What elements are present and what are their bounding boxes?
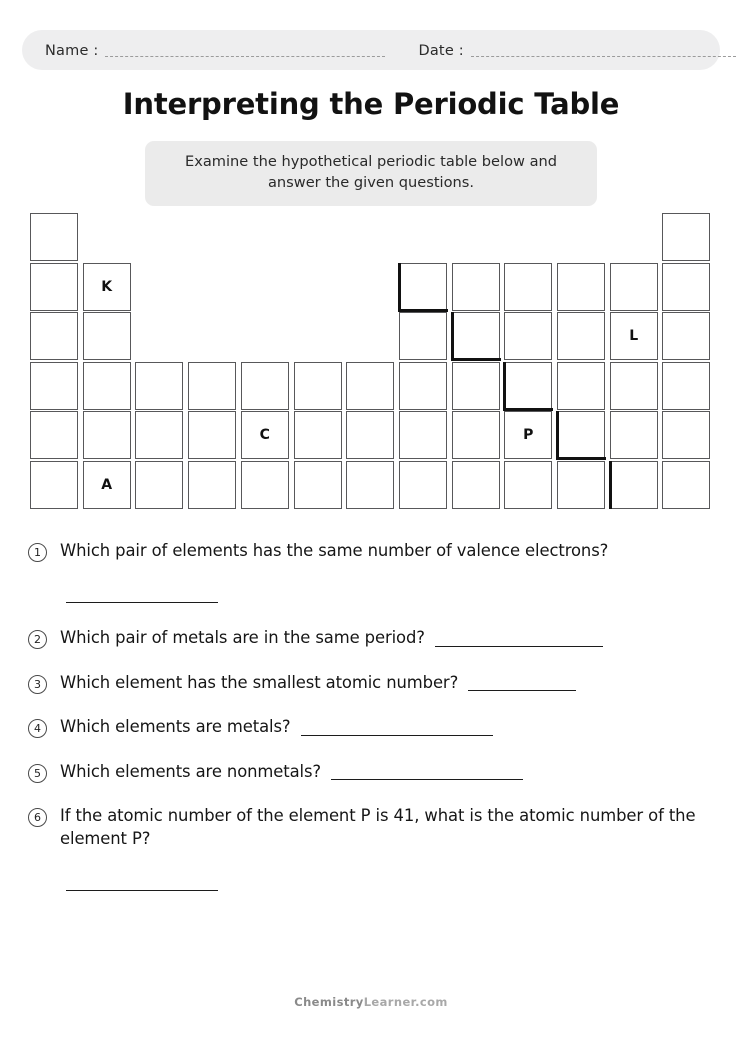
question-text: Which element has the smallest atomic number?: [60, 672, 459, 692]
question-text: Which elements are nonmetals?: [60, 761, 322, 781]
question-body: [60, 540, 608, 562]
question-item-5: [28, 761, 718, 783]
element-cell-empty: [30, 312, 78, 360]
answer-blank-3[interactable]: [468, 690, 576, 691]
question-body: [60, 672, 576, 694]
answer-blank-4[interactable]: [301, 735, 493, 736]
question-body: [60, 716, 493, 738]
question-body: [60, 761, 523, 783]
element-cell-empty: [504, 461, 552, 509]
element-cell-empty: [135, 411, 183, 459]
metalloid-staircase-segment-6: [503, 408, 553, 411]
element-cell-empty: [188, 461, 236, 509]
question-item-4: [28, 716, 718, 738]
question-text: Which pair of metals are in the same period?: [60, 628, 425, 648]
answer-blank-2[interactable]: [435, 646, 603, 647]
question-number-badge: 5: [28, 764, 47, 783]
element-cell-empty: [188, 411, 236, 459]
element-cell-empty: [662, 411, 710, 459]
answer-blank-1[interactable]: [66, 602, 218, 603]
element-cell-empty: [662, 213, 710, 261]
element-cell-empty: [83, 362, 131, 410]
element-symbol: P: [523, 427, 534, 443]
element-cell-empty: [30, 263, 78, 311]
element-cell-empty: [452, 312, 500, 360]
element-cell-empty: [346, 411, 394, 459]
name-field-group: [45, 30, 385, 70]
question-item-6: [28, 805, 718, 850]
question-item-3: [28, 672, 718, 694]
questions-list: [28, 540, 718, 891]
element-cell-empty: [452, 362, 500, 410]
footer-brand-primary: Chemistry: [294, 995, 364, 1009]
metalloid-staircase-segment-8: [556, 457, 606, 460]
element-cell-empty: [610, 461, 658, 509]
element-cell-empty: [346, 461, 394, 509]
name-date-header-bar: [22, 30, 720, 70]
element-cell-k: [83, 263, 131, 311]
element-cell-empty: [399, 263, 447, 311]
metalloid-staircase-segment-5: [503, 362, 506, 410]
element-cell-empty: [188, 362, 236, 410]
element-cell-empty: [557, 362, 605, 410]
element-cell-empty: [662, 461, 710, 509]
element-cell-empty: [30, 213, 78, 261]
question-number-badge: 4: [28, 719, 47, 738]
element-cell-empty: [83, 411, 131, 459]
element-cell-empty: [662, 362, 710, 410]
date-input[interactable]: [471, 56, 736, 57]
name-input[interactable]: [105, 56, 385, 57]
element-cell-empty: [557, 411, 605, 459]
element-cell-empty: [610, 362, 658, 410]
element-cell-empty: [399, 411, 447, 459]
element-cell-empty: [30, 362, 78, 410]
metalloid-staircase-segment-9: [609, 461, 612, 509]
hypothetical-periodic-table: [30, 213, 714, 508]
date-field-group: [418, 30, 735, 70]
question-number-badge: 1: [28, 543, 47, 562]
question-number-badge: 6: [28, 808, 47, 827]
element-cell-empty: [241, 461, 289, 509]
element-cell-empty: [399, 362, 447, 410]
element-cell-empty: [504, 263, 552, 311]
element-cell-empty: [557, 312, 605, 360]
question-item-1: [28, 540, 718, 562]
page-title: Interpreting the Periodic Table: [122, 87, 620, 121]
element-cell-empty: [557, 461, 605, 509]
metalloid-staircase-segment-1: [398, 263, 401, 311]
answer-blank-6[interactable]: [66, 890, 218, 891]
element-cell-empty: [399, 312, 447, 360]
metalloid-staircase-segment-2: [398, 309, 448, 312]
element-symbol: K: [101, 278, 113, 295]
element-cell-empty: [610, 411, 658, 459]
name-label: Name :: [45, 43, 99, 59]
question-item-2: [28, 627, 718, 649]
element-cell-empty: [662, 312, 710, 360]
element-cell-empty: [452, 263, 500, 311]
metalloid-staircase-segment-7: [556, 411, 559, 459]
footer-brand-secondary: Learner.com: [363, 995, 448, 1009]
element-cell-empty: [241, 362, 289, 410]
element-cell-a: [83, 461, 131, 509]
answer-blank-5[interactable]: [331, 779, 523, 780]
date-label: Date :: [418, 43, 464, 59]
element-symbol: A: [101, 476, 113, 493]
question-body: [60, 627, 603, 649]
element-cell-empty: [30, 411, 78, 459]
question-text: Which pair of elements has the same number of valence electrons?: [60, 541, 609, 560]
question-text: If the atomic number of the element P is 41, what is the atomic number of the element P?: [60, 806, 696, 848]
element-symbol: C: [259, 427, 270, 443]
element-cell-empty: [610, 263, 658, 311]
element-cell-empty: [135, 461, 183, 509]
question-text: Which elements are metals?: [60, 717, 291, 737]
element-cell-empty: [30, 461, 78, 509]
element-cell-empty: [504, 362, 552, 410]
instruction-box: Examine the hypothetical periodic table below and answer the given questions.: [145, 141, 597, 206]
question-body: [60, 805, 718, 850]
element-cell-empty: [557, 263, 605, 311]
element-cell-l: [610, 312, 658, 360]
footer-brand: [0, 995, 742, 1009]
element-cell-empty: [399, 461, 447, 509]
metalloid-staircase-segment-3: [451, 312, 454, 360]
element-cell-p: [504, 411, 552, 459]
element-cell-c: [241, 411, 289, 459]
element-cell-empty: [346, 362, 394, 410]
element-cell-empty: [452, 461, 500, 509]
element-cell-empty: [83, 312, 131, 360]
element-cell-empty: [662, 263, 710, 311]
question-number-badge: 3: [28, 675, 47, 694]
element-cell-empty: [294, 461, 342, 509]
element-symbol: L: [629, 328, 639, 344]
element-cell-empty: [452, 411, 500, 459]
metalloid-staircase-segment-4: [451, 358, 501, 361]
element-cell-empty: [504, 312, 552, 360]
element-cell-empty: [294, 411, 342, 459]
question-number-badge: 2: [28, 630, 47, 649]
element-cell-empty: [135, 362, 183, 410]
element-cell-empty: [294, 362, 342, 410]
